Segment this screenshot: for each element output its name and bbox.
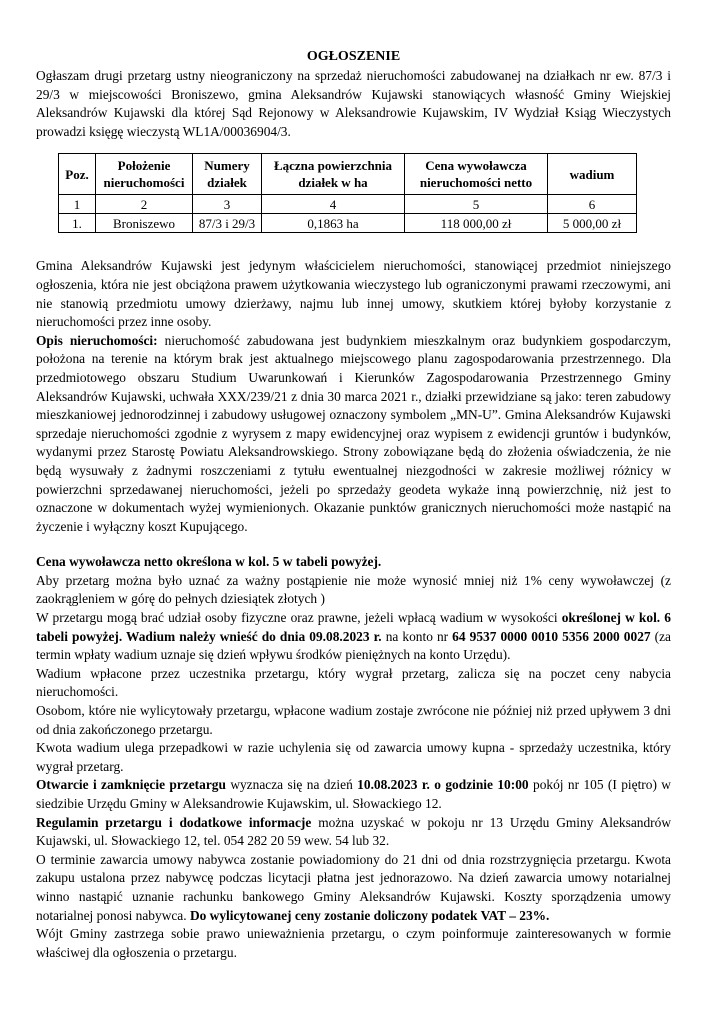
opening-paragraph bbox=[36, 776, 671, 813]
bank-account-number: 64 9537 0000 0010 5356 2000 0027 bbox=[452, 628, 651, 644]
col-header-polozenie: Położenie nieruchomości bbox=[96, 154, 193, 195]
deposit-text: (za termin wpłaty wadium uznaje się dzień wpływu środków pieniężnych na konto Urzędu). bbox=[36, 628, 671, 663]
table-cell: 2 bbox=[96, 195, 193, 214]
description-paragraph bbox=[36, 332, 671, 537]
col-header-cena: Cena wywoławcza nieruchomości netto bbox=[405, 154, 548, 195]
opening-text: wyznacza się na dzień bbox=[225, 777, 358, 793]
price-heading-text: Cena wywoławcza netto określona w kol. 5 w tabeli powyżej. bbox=[36, 554, 382, 570]
rules-text: można uzyskać w pokoju nr 13 Urzędu Gminy Aleksandrów Kujawski, ul. Słowackiego 12, tel. 054 282 20 59 wew. 54 lub 32. bbox=[36, 814, 671, 849]
opening-text: pokój nr 105 (I piętro) w siedzibie Urzędu Gminy w Aleksandrowie Kujawskim, ul. Słowackiego 12. bbox=[36, 777, 671, 811]
contract-text: O terminie zawarcia umowy nabywca zostanie powiadomiony do 21 dni od dnia rozstrzygnięcia przetargu. Kwota zakupu ustalona przez nabywcę podczas licytacji płatna jest jednorazowo. Na dzień zawarcia umowy notarialnej winno nastąpić uznanie rachunku bankowego Gminy Aleksandrów Kujawski. Koszty sporządzenia umowy notarialnej ponosi nabywca. bbox=[36, 851, 671, 923]
table-row bbox=[59, 214, 637, 233]
deposit-deadline: określonej w kol. 6 tabeli powyżej. Wadium należy wnieść do dnia 09.08.2023 r. bbox=[36, 610, 671, 644]
cancellation-paragraph: Wójt Gminy zastrzega sobie prawo unieważnienia przetargu, o czym poinformuje zainteresowanych w formie właściwej dla ogłoszenia o przetargu. bbox=[36, 926, 671, 960]
deposit-paragraph bbox=[36, 609, 671, 665]
table-cell: 118 000,00 zł bbox=[405, 214, 548, 233]
table-cell: 1 bbox=[59, 195, 96, 214]
property-table bbox=[58, 153, 637, 233]
vat-note: Do wylicytowanej ceny zostanie doliczony podatek VAT – 23%. bbox=[189, 907, 550, 923]
opening-label: Otwarcie i zamknięcie przetargu bbox=[36, 777, 226, 793]
deposit-text: W przetargu mogą brać udział osoby fizyczne oraz prawne, jeżeli wpłacą wadium w wysokości bbox=[36, 610, 562, 626]
table-cell: 4 bbox=[262, 195, 405, 214]
price-heading bbox=[36, 553, 671, 572]
intro-paragraph: Ogłaszam drugi przetarg ustny nieograniczony na sprzedaż nieruchomości zabudowanej na działkach nr ew. 87/3 i 29/3 w miejscowości Broniszewo, gmina Aleksandrów Kujawski stanowiących własność Gminy Wiejskiej Aleksandrów Kujawski dla której Sąd Rejonowy w Aleksandrowie Kujawskim, IV Wydział Ksiąg Wieczystych prowadzi księgę wieczystą WL1A/00036904/3. bbox=[36, 68, 671, 139]
deposit-forfeit-paragraph: Kwota wadium ulega przepadkowi w razie uchylenia się od zawarcia umowy kupna - sprzedaży uczestnika, który wygrał przetarg. bbox=[36, 740, 671, 774]
table-cell: Broniszewo bbox=[96, 214, 193, 233]
col-header-powierzchnia: Łączna powierzchnia działek w ha bbox=[262, 154, 405, 195]
announcement-title: OGŁOSZENIE bbox=[306, 49, 401, 64]
rules-paragraph bbox=[36, 814, 671, 851]
table-cell: 5 000,00 zł bbox=[548, 214, 637, 233]
deposit-credit-paragraph: Wadium wpłacone przez uczestnika przetargu, który wygrał przetarg, zalicza się na poczet ceny nabycia nieruchomości. bbox=[36, 665, 671, 700]
table-cell: 5 bbox=[405, 195, 548, 214]
ownership-paragraph: Gmina Aleksandrów Kujawski jest jedynym właścicielem nieruchomości, stanowiącej przedmiot niniejszego ogłoszenia, która nie jest obciążona prawem użytkowania wieczystego lub ograniczonymi prawami rzeczowymi, ani nie stanowią przedmiotu umowy dzierżawy, najmu lub innej umowy, skutkiem której byłoby korzystanie z nieruchomości przez inne osoby. bbox=[36, 258, 671, 330]
col-header-numery: Numery działek bbox=[193, 154, 262, 195]
table-cell: 1. bbox=[59, 214, 96, 233]
table-cell: 3 bbox=[193, 195, 262, 214]
description-label: Opis nieruchomości: bbox=[36, 332, 158, 348]
rules-label: Regulamin przetargu i dodatkowe informacje bbox=[36, 814, 312, 830]
contract-paragraph bbox=[36, 851, 671, 925]
table-cell: 0,1863 ha bbox=[262, 214, 405, 233]
deposit-text: na konto nr bbox=[381, 628, 453, 644]
deposit-return-paragraph: Osobom, które nie wylicytowały przetargu, wpłacone wadium zostaje zwrócone nie później niż przed upływem 3 dni od dnia zakończonego przetargu. bbox=[36, 703, 671, 737]
table-cell: 6 bbox=[548, 195, 637, 214]
bid-increment-paragraph: Aby przetarg można było uznać za ważny postąpienie nie może wynosić mniej niż 1% ceny wywoławczej (z zaokrągleniem w górę do pełnych dziesiątek złotych ) bbox=[36, 572, 671, 607]
col-header-wadium: wadium bbox=[548, 154, 637, 195]
table-header-row bbox=[59, 154, 637, 195]
table-cell: 87/3 i 29/3 bbox=[193, 214, 262, 233]
announcement-page bbox=[36, 48, 671, 962]
col-header-poz: Poz. bbox=[59, 154, 96, 195]
opening-date: 10.08.2023 r. o godzinie 10:00 bbox=[357, 777, 529, 793]
description-text: nieruchomość zabudowana jest budynkiem mieszkalnym oraz budynkiem gospodarczym, położona na terenie na którym brak jest aktualnego miejscowego planu zagospodarowania przestrzennego. Dla przedmiotowego obszaru Studium Uwarunkowań i Kierunków Zagospodarowania Przestrzennego Gminy Aleksandrów Kujawski, uchwała XXX/239/21 z dnia 30 marca 2021 r., działki przewidziane są jako: teren zabudowy mieszkaniowej jednorodzinnej i zabudowy usługowej oznaczony symbolem „MN-U”. Gmina Aleksandrów Kujawski sprzedaje nieruchomości zgodnie z wyrysem z mapy ewidencyjnej oraz wypisem z ewidencji gruntów i budynków, wydanymi przez Starostę Powiatu Aleksandrowskiego. Strony zobowiązane będą do złożenia oświadczenia, że nie będą wysuwały z żadnymi roszczeniami z tytułu ewentualnej niezgodności w zakresie możliwej różnicy w powierzchni sprzedawanej nieruchomości, jeżeli po sprzedaży geodeta wykaże inną powierzchnię, niż jest to oznaczone w dokumentach wyżej wymienionych. Okazanie punktów granicznych nieruchomości może nastąpić na życzenie i wyłączny koszt Kupującego. bbox=[36, 332, 671, 534]
table-number-row bbox=[59, 195, 637, 214]
